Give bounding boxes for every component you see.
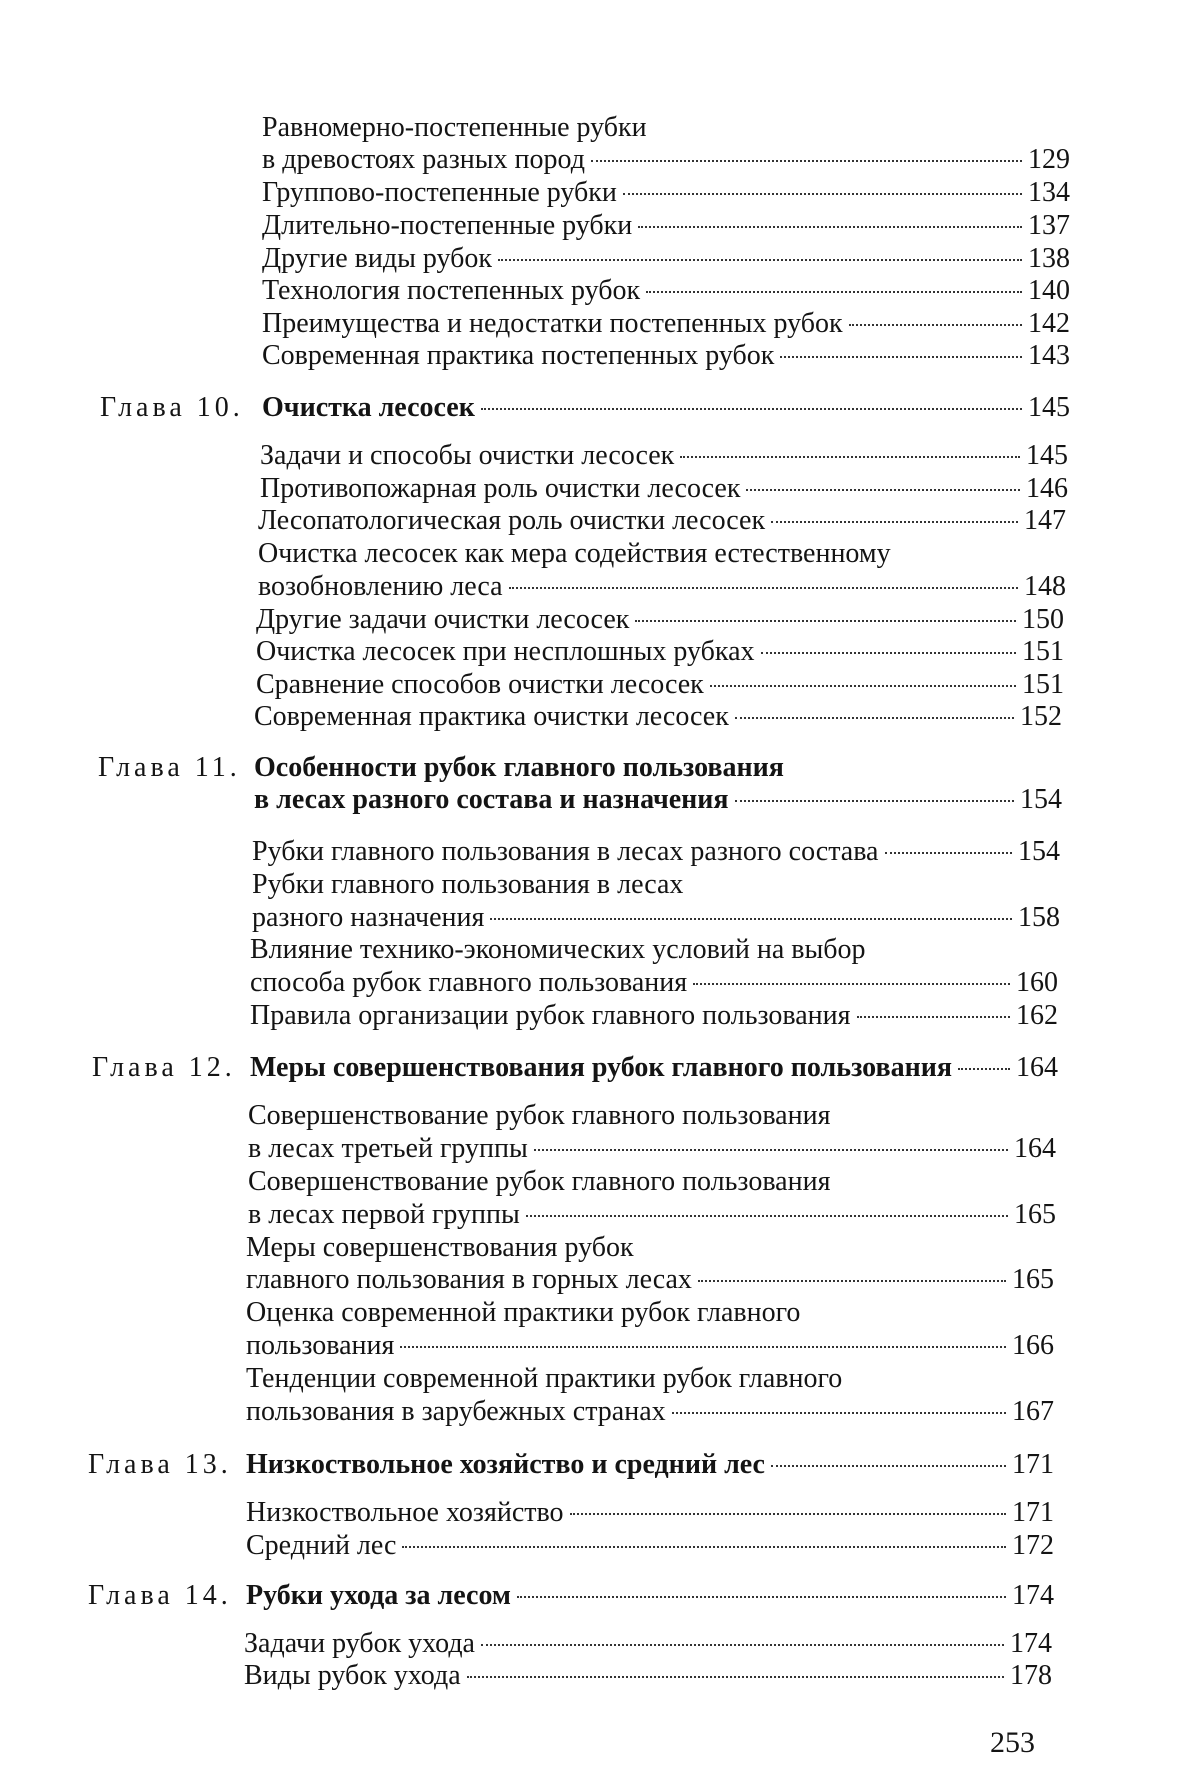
dot-leader: [635, 620, 1016, 622]
entry-title: способа рубок главного пользования: [250, 967, 687, 999]
dot-leader: [570, 1513, 1006, 1515]
entry-page: 143: [1028, 340, 1070, 372]
dot-leader: [638, 226, 1022, 228]
dot-leader: [481, 408, 1022, 410]
entry-title: Средний лес: [246, 1530, 396, 1562]
entry-page: 147: [1024, 505, 1066, 537]
entry-page: 165: [1014, 1199, 1056, 1231]
entry-title: Влияние технико-экономических условий на выбор: [250, 934, 866, 966]
entry-title: Рубки ухода за лесом: [246, 1580, 511, 1612]
entry-title: Технология постепенных рубок: [262, 275, 640, 307]
entry-title: Правила организации рубок главного пользования: [250, 1000, 851, 1032]
entry-page: 142: [1028, 308, 1070, 340]
entry-page: 129: [1028, 144, 1070, 176]
dot-leader: [534, 1149, 1008, 1151]
dot-leader: [467, 1676, 1004, 1678]
entry-title: Совершенствование рубок главного пользования: [248, 1166, 830, 1198]
entry-page: 171: [1012, 1449, 1054, 1481]
dot-leader: [526, 1215, 1008, 1217]
entry-title: Современная практика очистки лесосек: [254, 701, 729, 733]
dot-leader: [771, 1465, 1006, 1467]
entry-page: 158: [1018, 902, 1060, 934]
entry-page: 171: [1012, 1497, 1054, 1529]
entry-title: Другие задачи очистки лесосек: [256, 604, 629, 636]
dot-leader: [771, 521, 1018, 523]
entry-page: 167: [1012, 1396, 1054, 1428]
chapter-label: Глава 10.: [100, 392, 244, 424]
dot-leader: [780, 356, 1022, 358]
dot-leader: [698, 1280, 1006, 1282]
entry-title: Противопожарная роль очистки лесосек: [260, 473, 740, 505]
entry-title: Тенденции современной практики рубок главного: [246, 1363, 842, 1395]
entry-page: 134: [1028, 177, 1070, 209]
entry-page: 160: [1016, 967, 1058, 999]
entry-page: 137: [1028, 210, 1070, 242]
entry-title: Низкоствольное хозяйство: [246, 1497, 564, 1529]
dot-leader: [680, 456, 1020, 458]
entry-title: Очистка лесосек: [262, 392, 475, 424]
entry-title: Очистка лесосек как мера содействия естественному: [258, 538, 891, 570]
entry-title: Особенности рубок главного пользования: [254, 752, 784, 784]
dot-leader: [591, 160, 1022, 162]
entry-page: 140: [1028, 275, 1070, 307]
entry-title: в лесах разного состава и назначения: [254, 784, 729, 816]
entry-page: 174: [1010, 1628, 1052, 1660]
dot-leader: [761, 652, 1016, 654]
toc-page: [0, 0, 1200, 1786]
entry-title: Виды рубок ухода: [244, 1660, 461, 1692]
entry-title: пользования в зарубежных странах: [246, 1396, 666, 1428]
dot-leader: [623, 193, 1022, 195]
entry-title: возобновлению леса: [258, 571, 503, 603]
entry-title: Другие виды рубок: [262, 243, 492, 275]
entry-title: Задачи и способы очистки лесосек: [260, 440, 674, 472]
dot-leader: [746, 489, 1020, 491]
entry-title: Преимущества и недостатки постепенных рубок: [262, 308, 843, 340]
dot-leader: [402, 1546, 1006, 1548]
entry-page: 148: [1024, 571, 1066, 603]
entry-title: Лесопатологическая роль очистки лесосек: [258, 505, 765, 537]
dot-leader: [498, 259, 1022, 261]
dot-leader: [646, 291, 1022, 293]
entry-page: 138: [1028, 243, 1070, 275]
entry-title: Меры совершенствования рубок: [246, 1232, 634, 1264]
dot-leader: [490, 918, 1012, 920]
entry-page: 151: [1022, 669, 1064, 701]
entry-title: Современная практика постепенных рубок: [262, 340, 774, 372]
entry-title: разного назначения: [252, 902, 484, 934]
entry-title: в лесах третьей группы: [248, 1133, 528, 1165]
entry-title: в древостоях разных пород: [262, 144, 585, 176]
entry-page: 154: [1018, 836, 1060, 868]
entry-title: Рубки главного пользования в лесах разного состава: [252, 836, 879, 868]
dot-leader: [735, 717, 1014, 719]
entry-title: главного пользования в горных лесах: [246, 1264, 692, 1296]
entry-title: Оценка современной практики рубок главного: [246, 1297, 800, 1329]
entry-title: Совершенствование рубок главного пользования: [248, 1100, 830, 1132]
entry-page: 145: [1026, 440, 1068, 472]
entry-page: 151: [1022, 636, 1064, 668]
entry-title: Равномерно-постепенные рубки: [262, 112, 647, 144]
page-number: 253: [990, 1726, 1035, 1760]
entry-page: 172: [1012, 1530, 1054, 1562]
entry-page: 166: [1012, 1330, 1054, 1362]
chapter-label: Глава 12.: [92, 1052, 236, 1084]
dot-leader: [509, 587, 1018, 589]
entry-page: 162: [1016, 1000, 1058, 1032]
entry-page: 174: [1012, 1580, 1054, 1612]
entry-page: 165: [1012, 1264, 1054, 1296]
entry-page: 154: [1020, 784, 1062, 816]
entry-page: 150: [1022, 604, 1064, 636]
entry-page: 152: [1020, 701, 1062, 733]
dot-leader: [885, 852, 1013, 854]
dot-leader: [400, 1346, 1006, 1348]
dot-leader: [735, 800, 1014, 802]
entry-title: Низкоствольное хозяйство и средний лес: [246, 1449, 765, 1481]
entry-page: 164: [1016, 1052, 1058, 1084]
dot-leader: [693, 983, 1010, 985]
dot-leader: [857, 1016, 1010, 1018]
chapter-label: Глава 13.: [88, 1449, 232, 1481]
entry-title: Очистка лесосек при несплошных рубках: [256, 636, 755, 668]
entry-page: 178: [1010, 1660, 1052, 1692]
dot-leader: [481, 1644, 1004, 1646]
entry-title: Группово-постепенные рубки: [262, 177, 617, 209]
chapter-label: Глава 11.: [98, 752, 241, 784]
dot-leader: [517, 1596, 1006, 1598]
entry-page: 145: [1028, 392, 1070, 424]
dot-leader: [672, 1412, 1006, 1414]
entry-page: 146: [1026, 473, 1068, 505]
entry-title: Задачи рубок ухода: [244, 1628, 475, 1660]
chapter-label: Глава 14.: [88, 1580, 232, 1612]
entry-title: Меры совершенствования рубок главного пользования: [250, 1052, 952, 1084]
dot-leader: [710, 685, 1016, 687]
entry-title: Длительно-постепенные рубки: [262, 210, 632, 242]
entry-title: Сравнение способов очистки лесосек: [256, 669, 704, 701]
entry-title: в лесах первой группы: [248, 1199, 520, 1231]
entry-page: 164: [1014, 1133, 1056, 1165]
entry-title: пользования: [246, 1330, 394, 1362]
dot-leader: [849, 324, 1022, 326]
entry-title: Рубки главного пользования в лесах: [252, 869, 683, 901]
dot-leader: [958, 1068, 1010, 1070]
